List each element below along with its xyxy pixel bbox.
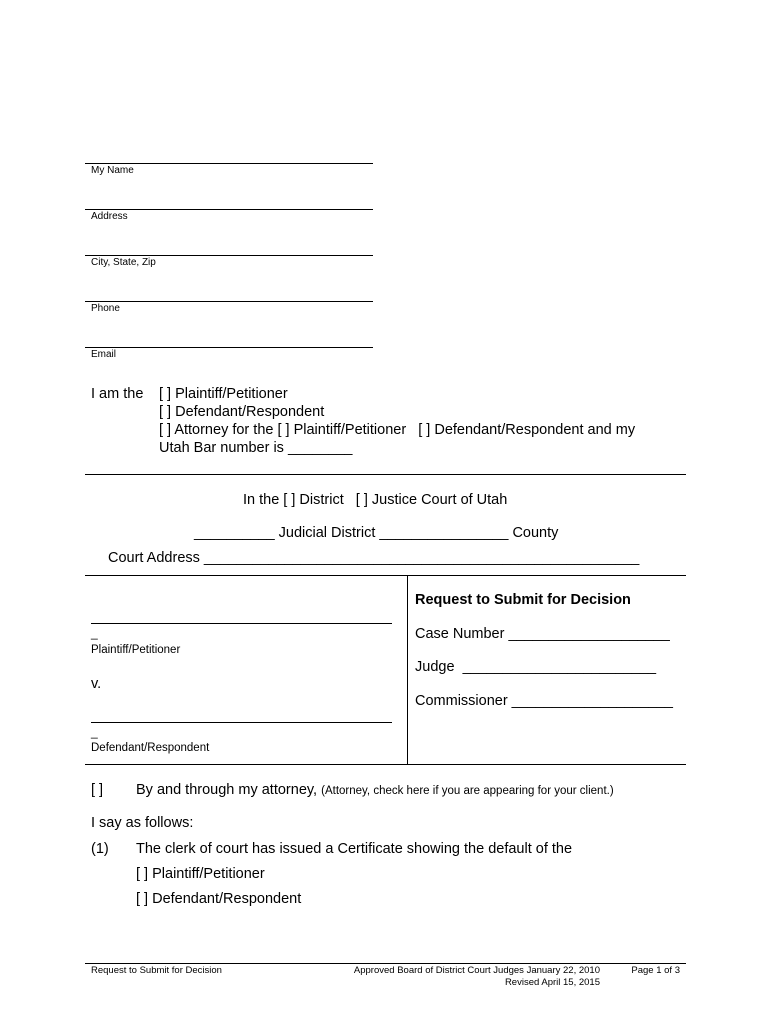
attorney-statement xyxy=(136,782,614,798)
divider-caption-top xyxy=(85,575,686,576)
footer-revised: Revised April 15, 2015 xyxy=(504,977,600,988)
divider-caption-bottom xyxy=(85,764,686,765)
footer-page: Page 1 of 3 xyxy=(631,965,680,976)
footer-approved: Approved Board of District Court Judges January 22, 2010 xyxy=(353,965,600,976)
defendant-name-line[interactable] xyxy=(91,722,392,723)
address-line[interactable] xyxy=(85,209,373,210)
default-option-defendant[interactable]: [ ] Defendant/Respondent xyxy=(136,891,302,907)
plaintiff-name-line[interactable] xyxy=(91,623,392,624)
court-type-line[interactable]: In the [ ] District [ ] Justice Court of Utah xyxy=(243,492,508,508)
name-line[interactable] xyxy=(85,163,373,164)
document-title: Request to Submit for Decision xyxy=(415,592,631,608)
commissioner-line[interactable]: Commissioner ____________________ xyxy=(415,693,673,709)
judge-line[interactable]: Judge ________________________ xyxy=(415,659,657,675)
party-intro-lead: I am the xyxy=(91,386,144,402)
city-state-zip-label: City, State, Zip xyxy=(91,257,156,268)
attorney-checkbox[interactable]: [ ] xyxy=(91,782,104,798)
phone-line[interactable] xyxy=(85,301,373,302)
versus: v. xyxy=(91,676,102,692)
item-number: (1) xyxy=(91,841,109,857)
email-label: Email xyxy=(91,349,117,360)
item-text: The clerk of court has issued a Certificate showing the default of the xyxy=(136,841,573,857)
plaintiff-underscore: _ xyxy=(91,626,98,640)
party-option-defendant[interactable]: [ ] Defendant/Respondent xyxy=(159,404,325,420)
bar-number-line[interactable]: Utah Bar number is ________ xyxy=(159,440,353,456)
default-option-plaintiff[interactable]: [ ] Plaintiff/Petitioner xyxy=(136,866,265,882)
footer-left: Request to Submit for Decision xyxy=(91,965,222,976)
district-county-line[interactable]: __________ Judicial District ________________ County xyxy=(194,525,559,541)
email-line[interactable] xyxy=(85,347,373,348)
intro-text: I say as follows: xyxy=(91,815,194,831)
footer-rule xyxy=(85,963,686,964)
address-label: Address xyxy=(91,211,128,222)
attorney-note: (Attorney, check here if you are appearing for your client.) xyxy=(321,785,614,797)
party-option-plaintiff[interactable]: [ ] Plaintiff/Petitioner xyxy=(159,386,288,402)
divider-top xyxy=(85,474,686,475)
city-state-zip-line[interactable] xyxy=(85,255,373,256)
phone-label: Phone xyxy=(91,303,120,314)
caption-divider xyxy=(407,575,408,764)
court-address-line[interactable]: Court Address ______________________________________________________ xyxy=(108,550,640,566)
plaintiff-label: Plaintiff/Petitioner xyxy=(91,644,181,656)
defendant-underscore: _ xyxy=(91,725,98,739)
name-label: My Name xyxy=(91,165,134,176)
case-number-line[interactable]: Case Number ____________________ xyxy=(415,626,670,642)
party-option-attorney[interactable]: [ ] Attorney for the [ ] Plaintiff/Petitioner [ ] Defendant/Respondent and my xyxy=(159,422,636,438)
defendant-label: Defendant/Respondent xyxy=(91,742,210,754)
attorney-main-text: By and through my attorney, xyxy=(136,782,318,798)
